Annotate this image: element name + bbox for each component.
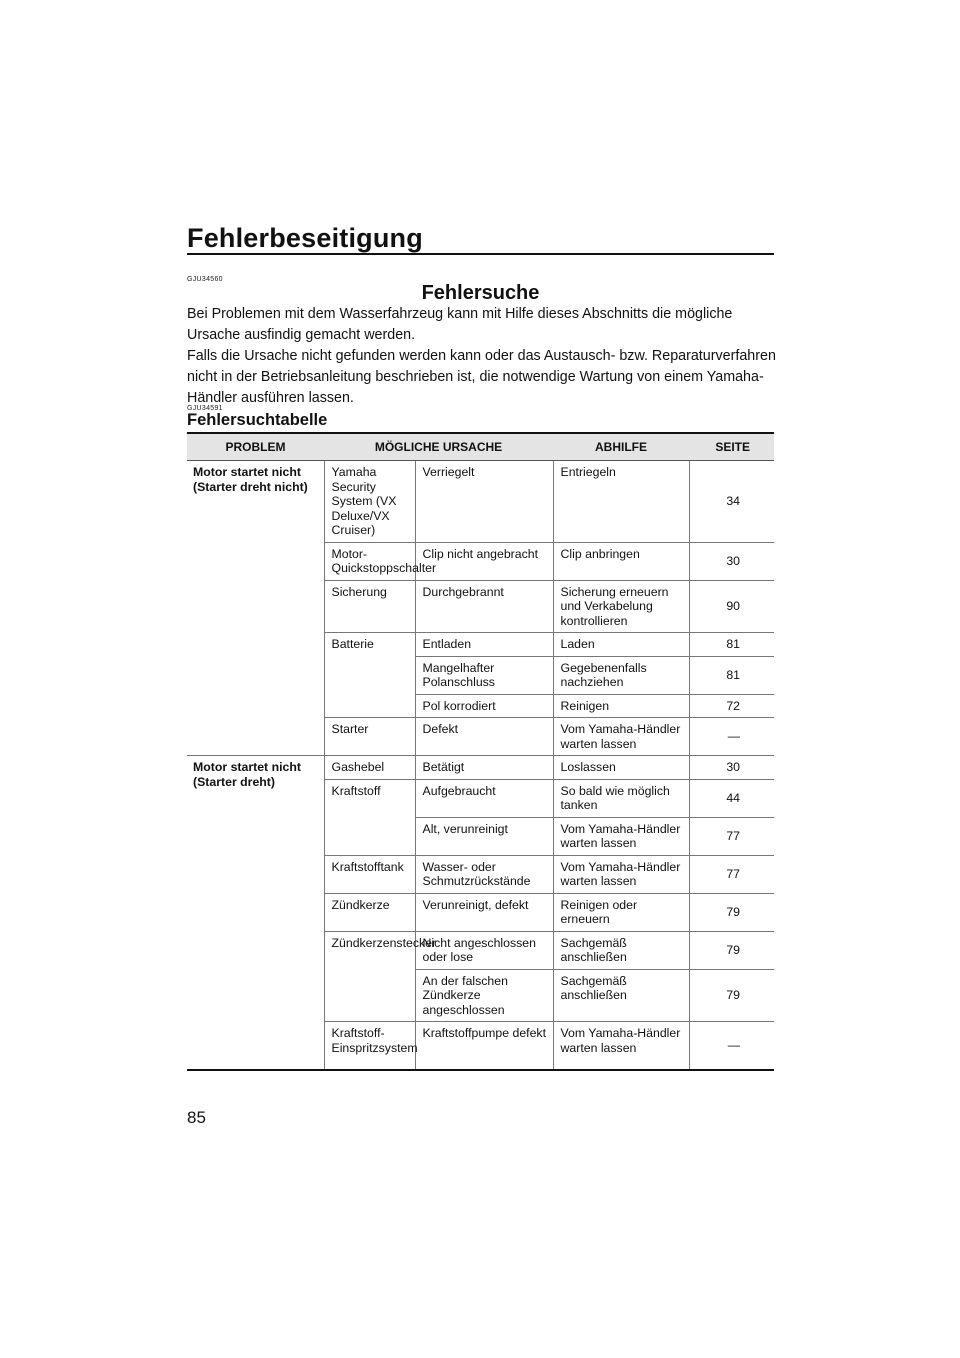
cause-cell: Defekt <box>415 718 553 756</box>
page-cell: 79 <box>689 969 774 1022</box>
header-ursache: MÖGLICHE URSACHE <box>324 433 553 461</box>
remedy-cell: Clip anbringen <box>553 542 689 580</box>
remedy-cell: Loslassen <box>553 756 689 780</box>
page-cell: 30 <box>689 542 774 580</box>
troubleshooting-table <box>187 432 774 1071</box>
component-cell: Yamaha Security System (VX Deluxe/VX Cruiser) <box>324 461 415 543</box>
title-rule <box>187 253 774 255</box>
page-cell: 72 <box>689 694 774 718</box>
cause-cell: An der falschen Zündkerze angeschlossen <box>415 969 553 1022</box>
component-cell: Starter <box>324 718 415 756</box>
header-seite: SEITE <box>689 433 774 461</box>
cause-cell: Verunreinigt, defekt <box>415 893 553 931</box>
remedy-cell: Vom Yamaha-Händler warten lassen <box>553 718 689 756</box>
page-cell: 90 <box>689 580 774 633</box>
table-row <box>187 756 774 780</box>
page-cell: 81 <box>689 633 774 657</box>
cause-cell: Aufgebraucht <box>415 779 553 817</box>
cause-cell: Wasser- oder Schmutzrückstände <box>415 855 553 893</box>
intro-paragraph: Bei Problemen mit dem Wasserfahrzeug kann mit Hilfe dieses Abschnitts die mögliche Ursache ausfindig gemacht werden. <box>187 306 733 343</box>
table-body <box>187 461 774 1070</box>
remedy-cell: Entriegeln <box>553 461 689 543</box>
header-abhilfe: ABHILFE <box>553 433 689 461</box>
page-cell: 81 <box>689 656 774 694</box>
table-header-row <box>187 433 774 461</box>
page-title: Fehlerbeseitigung <box>187 223 423 253</box>
cause-cell: Pol korrodiert <box>415 694 553 718</box>
component-cell: Kraftstoff <box>324 779 415 855</box>
cause-cell: Verriegelt <box>415 461 553 543</box>
component-cell: Zündkerze <box>324 893 415 931</box>
section-code: GJU34560 <box>187 276 223 283</box>
problem-cell: Motor startet nicht (Starter dreht nicht) <box>187 461 324 756</box>
remedy-cell: Vom Yamaha-Händler warten lassen <box>553 817 689 855</box>
component-cell: Gashebel <box>324 756 415 780</box>
remedy-cell: So bald wie möglich tanken <box>553 779 689 817</box>
cause-cell: Durchgebrannt <box>415 580 553 633</box>
page-cell: 44 <box>689 779 774 817</box>
remedy-cell: Reinigen <box>553 694 689 718</box>
component-cell: Sicherung <box>324 580 415 633</box>
cause-cell: Entladen <box>415 633 553 657</box>
header-problem: PROBLEM <box>187 433 324 461</box>
page-cell: 77 <box>689 855 774 893</box>
subsection-heading: Fehlersuchtabelle <box>187 411 328 429</box>
cause-cell: Nicht angeschlossen oder lose <box>415 931 553 969</box>
page-cell: 30 <box>689 756 774 780</box>
cause-cell: Kraftstoffpumpe defekt <box>415 1022 553 1070</box>
remedy-cell: Sachgemäß anschließen <box>553 931 689 969</box>
remedy-cell: Vom Yamaha-Händler warten lassen <box>553 1022 689 1070</box>
page-cell: — <box>689 1022 774 1070</box>
remedy-cell: Vom Yamaha-Händler warten lassen <box>553 855 689 893</box>
remedy-cell: Sachgemäß anschließen <box>553 969 689 1022</box>
page-cell: 77 <box>689 817 774 855</box>
page-cell: — <box>689 718 774 756</box>
page-cell: 34 <box>689 461 774 543</box>
remedy-cell: Sicherung erneuern und Verkabelung kontrollieren <box>553 580 689 633</box>
remedy-cell: Laden <box>553 633 689 657</box>
cause-cell: Betätigt <box>415 756 553 780</box>
page-cell: 79 <box>689 931 774 969</box>
component-cell: Batterie <box>324 633 415 718</box>
intro-paragraph: Falls die Ursache nicht gefunden werden kann oder das Austausch- bzw. Reparaturverfahren nicht in der Betriebsanleitung beschrieben ist, die notwendige Wartung von einem Yamaha-Händler ausführen lassen. <box>187 348 776 406</box>
subsection-code: GJU34591 <box>187 405 223 412</box>
remedy-cell: Gegebenenfalls nachziehen <box>553 656 689 694</box>
page-number: 85 <box>187 1108 206 1127</box>
page-cell: 79 <box>689 893 774 931</box>
problem-cell: Motor startet nicht (Starter dreht) <box>187 756 324 1070</box>
cause-cell: Alt, verunreinigt <box>415 817 553 855</box>
component-cell: Kraftstofftank <box>324 855 415 893</box>
intro-text <box>187 304 777 409</box>
cause-cell: Clip nicht angebracht <box>415 542 553 580</box>
table-row <box>187 461 774 543</box>
component-cell: Motor-Quickstoppschalter <box>324 542 415 580</box>
cause-cell: Mangelhafter Polanschluss <box>415 656 553 694</box>
component-cell: Zündkerzenstecker <box>324 931 415 1022</box>
section-heading: Fehlersuche <box>421 282 540 304</box>
component-cell: Kraftstoff-Einspritzsystem <box>324 1022 415 1070</box>
remedy-cell: Reinigen oder erneuern <box>553 893 689 931</box>
